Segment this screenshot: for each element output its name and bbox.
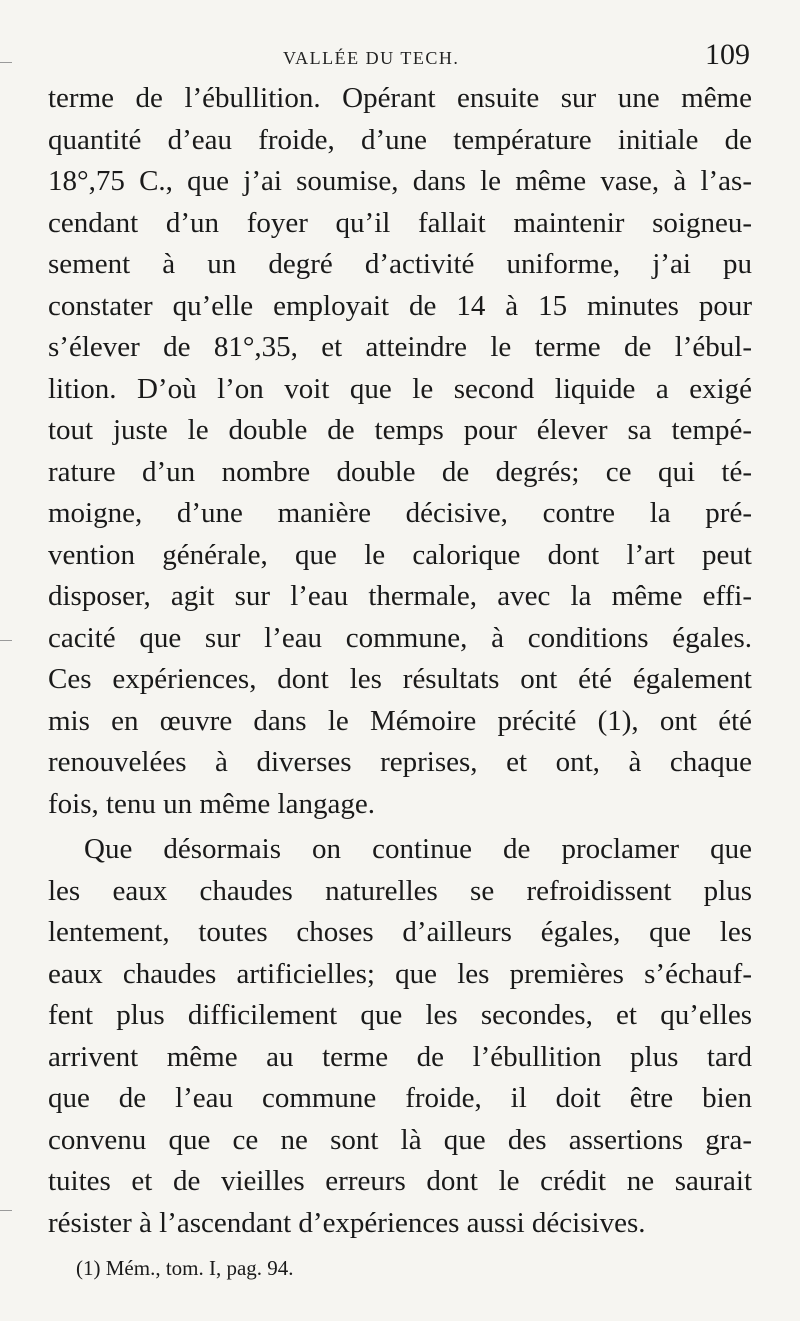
footnote: (1) Mém., tom. I, pag. 94. [76,1256,294,1280]
paragraph [48,78,752,825]
text-line: terme de l’ébullition. Opérant ensuite sur une même [48,82,752,114]
page-header [0,38,800,82]
paragraph [48,829,752,1244]
text-line: constater qu’elle employait de 14 à 15 minutes pour [48,289,752,322]
running-head: VALLÉE DU TECH. [283,48,460,68]
text-line: tuites et de vieilles erreurs dont le crédit ne saurait [48,1165,752,1197]
text-line: Ces expériences, dont les résultats ont été également [48,663,752,695]
text-line: sement à un degré d’activité uniforme, j’ai pu [48,248,752,280]
text-line: cacité que sur l’eau commune, à conditions égales. [48,621,752,654]
text-line: lition. D’où l’on voit que le second liquide a exigé [48,372,752,405]
text-line: eaux chaudes artificielles; que les premières s’échauf- [48,957,752,990]
text-line: tout juste le double de temps pour élever sa tempé- [48,414,752,446]
text-line: mis en œuvre dans le Mémoire précité (1), ont été [48,704,752,737]
text-line: moigne, d’une manière décisive, contre la pré- [48,497,752,529]
edge-mark [0,640,12,641]
text-line: lentement, toutes choses d’ailleurs égales, que les [48,916,752,948]
text-line: que de l’eau commune froide, il doit être bien [48,1082,752,1114]
text-line: fent plus difficilement que les secondes, et qu’elles [48,999,752,1031]
text-line: disposer, agit sur l’eau thermale, avec la même effi- [48,580,752,612]
text-line: vention générale, que le calorique dont l’art peut [48,538,752,571]
text-line: Que désormais on continue de proclamer que [84,833,752,865]
body-text [48,78,752,1244]
text-line: 18°,75 C., que j’ai soumise, dans le même vase, à l’as- [48,165,752,197]
text-line: s’élever de 81°,35, et atteindre le terme de l’ébul- [48,331,752,363]
page-number: 109 [705,38,750,71]
text-line: arrivent même au terme de l’ébullition plus tard [48,1040,752,1073]
text-line: convenu que ce ne sont là que des assertions gra- [48,1123,752,1156]
text-line: résister à l’ascendant d’expériences aussi décisives. [48,1206,646,1239]
text-line: les eaux chaudes naturelles se refroidissent plus [48,874,752,907]
text-line: rature d’un nombre double de degrés; ce qui té- [48,455,752,488]
text-line: quantité d’eau froide, d’une température initiale de [48,123,752,156]
text-line: renouvelées à diverses reprises, et ont, à chaque [48,746,752,778]
text-line: cendant d’un foyer qu’il fallait maintenir soigneu- [48,206,752,239]
text-line: fois, tenu un même langage. [48,787,375,820]
edge-mark [0,1210,12,1211]
